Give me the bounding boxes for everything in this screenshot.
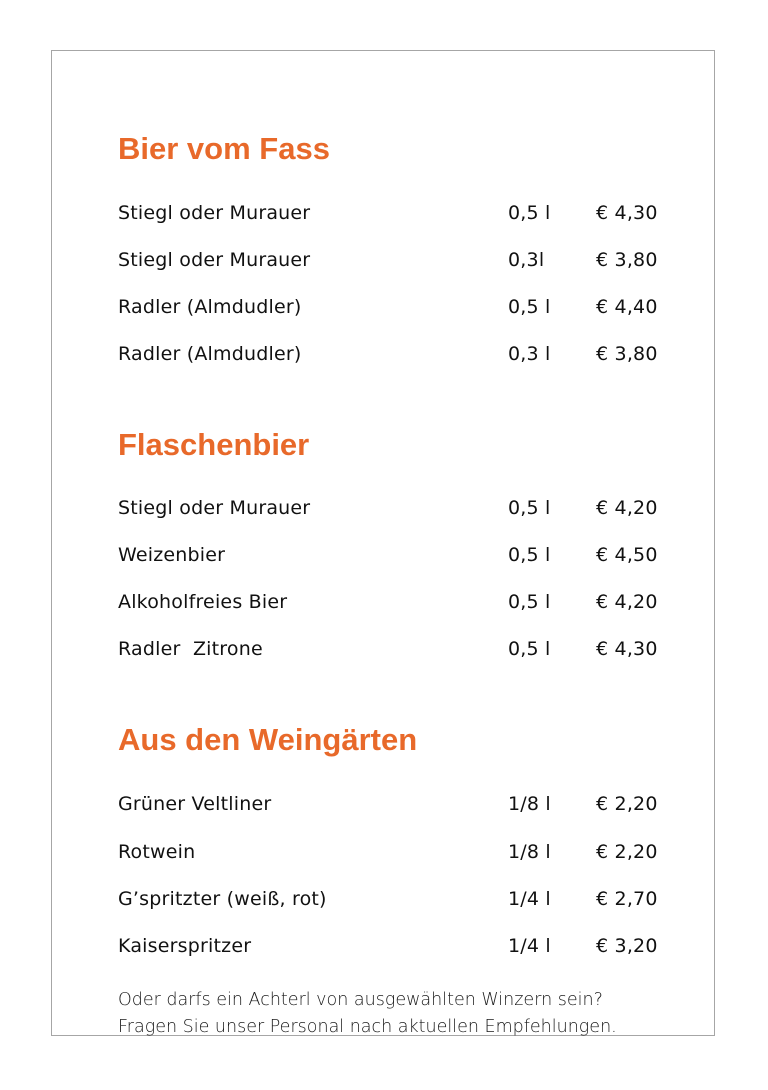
item-price: € 4,50 bbox=[596, 544, 658, 566]
menu-item bbox=[118, 888, 678, 914]
menu-card bbox=[51, 50, 715, 1036]
item-name: Radler (Almdudler) bbox=[118, 296, 302, 318]
item-price: € 3,80 bbox=[596, 343, 658, 365]
item-size: 0,3 l bbox=[508, 343, 551, 365]
item-size: 1/4 l bbox=[508, 935, 551, 957]
item-name: Stiegl oder Murauer bbox=[118, 249, 311, 271]
item-size: 0,5 l bbox=[508, 296, 551, 318]
item-price: € 2,20 bbox=[596, 841, 658, 863]
section-title-bier-vom-fass: Bier vom Fass bbox=[118, 131, 330, 166]
item-name: Alkoholfreies Bier bbox=[118, 591, 288, 613]
item-size: 0,5 l bbox=[508, 202, 551, 224]
footer-line-2: Fragen Sie unser Personal nach aktuellen Empfehlungen. bbox=[118, 1017, 617, 1037]
menu-item bbox=[118, 343, 678, 369]
item-size: 1/8 l bbox=[508, 841, 551, 863]
section-title-flaschenbier: Flaschenbier bbox=[118, 427, 310, 462]
menu-item bbox=[118, 793, 678, 819]
menu-item bbox=[118, 249, 678, 275]
section-title-aus-den-weingaerten: Aus den Weingärten bbox=[118, 722, 418, 757]
item-price: € 4,40 bbox=[596, 296, 658, 318]
item-price: € 2,20 bbox=[596, 793, 658, 815]
item-name: Weizenbier bbox=[118, 544, 226, 566]
menu-item bbox=[118, 591, 678, 617]
item-size: 1/8 l bbox=[508, 793, 551, 815]
item-name: Grüner Veltliner bbox=[118, 793, 272, 815]
item-size: 0,5 l bbox=[508, 497, 551, 519]
item-name: Rotwein bbox=[118, 841, 196, 863]
item-size: 0,5 l bbox=[508, 591, 551, 613]
item-price: € 2,70 bbox=[596, 888, 658, 910]
item-name: Stiegl oder Murauer bbox=[118, 497, 311, 519]
menu-item bbox=[118, 935, 678, 961]
menu-item bbox=[118, 497, 678, 523]
item-name: Kaiserspritzer bbox=[118, 935, 252, 957]
menu-item bbox=[118, 638, 678, 664]
menu-item bbox=[118, 841, 678, 867]
item-size: 1/4 l bbox=[508, 888, 551, 910]
item-size: 0,5 l bbox=[508, 638, 551, 660]
item-price: € 3,80 bbox=[596, 249, 658, 271]
menu-item bbox=[118, 544, 678, 570]
item-size: 0,3l bbox=[508, 249, 545, 271]
item-name: Radler Zitrone bbox=[118, 638, 263, 660]
item-price: € 4,30 bbox=[596, 202, 658, 224]
item-name: Stiegl oder Murauer bbox=[118, 202, 311, 224]
footer-note bbox=[118, 987, 708, 1041]
footer-line-1: Oder darfs ein Achterl von ausgewählten Winzern sein? bbox=[118, 990, 603, 1010]
item-price: € 3,20 bbox=[596, 935, 658, 957]
menu-item bbox=[118, 296, 678, 322]
item-price: € 4,30 bbox=[596, 638, 658, 660]
item-price: € 4,20 bbox=[596, 591, 658, 613]
item-name: G’spritzter (weiß, rot) bbox=[118, 888, 327, 910]
menu-item bbox=[118, 202, 678, 228]
item-size: 0,5 l bbox=[508, 544, 551, 566]
item-price: € 4,20 bbox=[596, 497, 658, 519]
item-name: Radler (Almdudler) bbox=[118, 343, 302, 365]
